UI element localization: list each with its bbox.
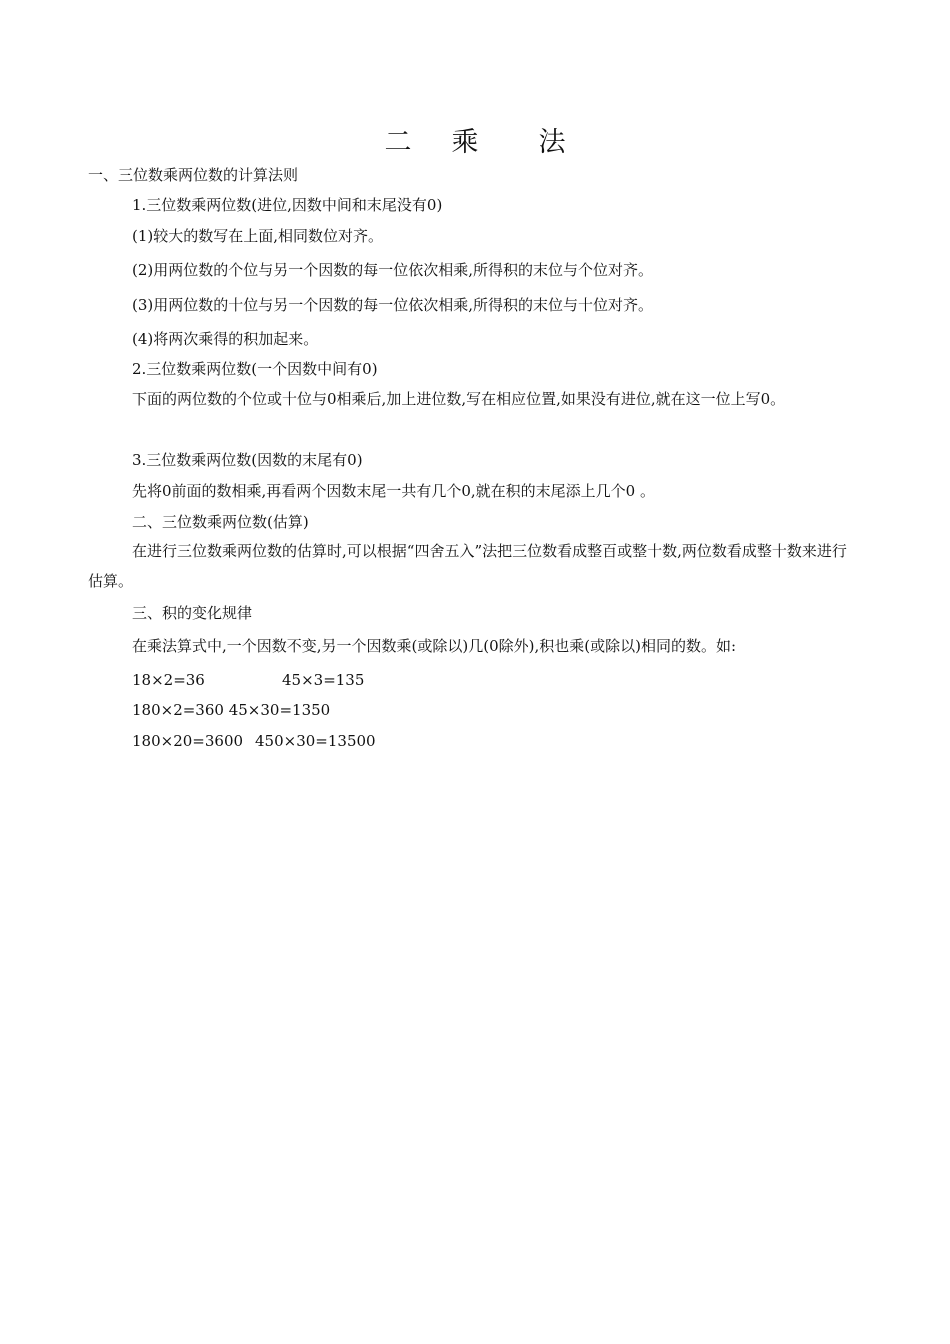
section-3-heading: 三、积的变化规律	[132, 604, 253, 622]
example-row-3-a: 180×20=3600	[132, 732, 244, 750]
section-2-heading: 二、三位数乘两位数(估算)	[132, 513, 309, 531]
section-1-2-paragraph: 下面的两位数的个位或十位与0相乘后,加上进位数,写在相应位置,如果没有进位,就在这一位上写0。	[132, 390, 786, 408]
title-char-2: 乘	[451, 127, 479, 158]
section-3-paragraph: 在乘法算式中,一个因数不变,另一个因数乘(或除以)几(0除外),积也乘(或除以)相同的数。如:	[132, 637, 737, 655]
example-row-1-b: 45×3=135	[282, 671, 365, 689]
section-1-1-heading: 1.三位数乘两位数(进位,因数中间和末尾没有0)	[132, 196, 443, 214]
section-2-paragraph: 在进行三位数乘两位数的估算时,可以根据“四舍五入”法把三位数看成整百或整十数,两位数看成整十数来进行估算。	[88, 542, 847, 590]
title-char-3: 法	[538, 127, 566, 158]
section-1-heading: 一、三位数乘两位数的计算法则	[88, 166, 299, 184]
section-1-1-step-4: (4)将两次乘得的积加起来。	[132, 330, 319, 348]
section-1-1-step-1: (1)较大的数写在上面,相同数位对齐。	[132, 227, 384, 245]
example-row-1-a: 18×2=36	[132, 671, 205, 689]
example-row-2: 180×2=360 45×30=1350	[132, 701, 331, 719]
section-1-2-heading: 2.三位数乘两位数(一个因数中间有0)	[132, 360, 378, 378]
title-char-1: 二	[384, 127, 412, 158]
example-row-3-b: 450×30=13500	[255, 732, 376, 750]
section-1-1-step-2: (2)用两位数的个位与另一个因数的每一位依次相乘,所得积的末位与个位对齐。	[132, 261, 654, 279]
page-title	[0, 120, 950, 159]
section-1-3-heading: 3.三位数乘两位数(因数的末尾有0)	[132, 451, 363, 469]
section-1-3-paragraph: 先将0前面的数相乘,再看两个因数末尾一共有几个0,就在积的末尾添上几个0 。	[132, 482, 655, 500]
section-1-1-step-3: (3)用两位数的十位与另一个因数的每一位依次相乘,所得积的末位与十位对齐。	[132, 296, 654, 314]
